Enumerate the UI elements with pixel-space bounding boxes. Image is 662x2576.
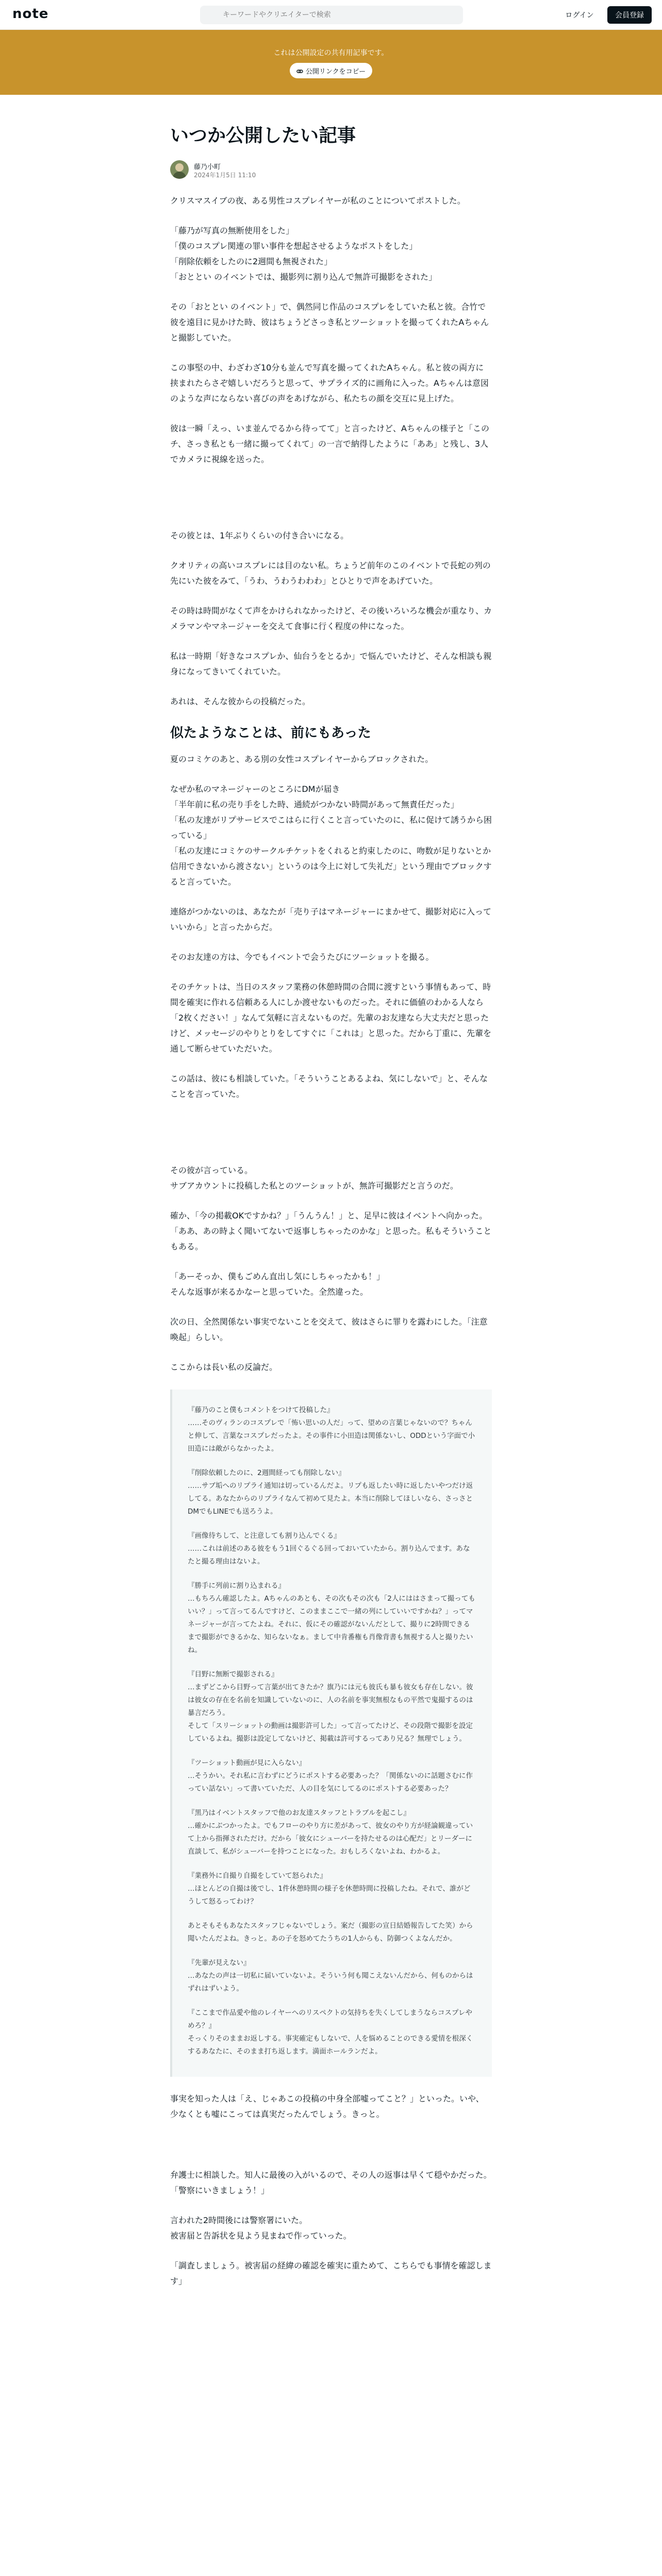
quote-item: 『藤乃のこと僕もコメントをつけて投稿した』 ……そのヴィランのコスプレで「怖い思いの人だ」って、望めの言葉じゃないので？ちゃんと伸して、言葉なコスプレだったよ。その事件に小田造は関係ないし、ODDという字面で小田造には敵がらなかったよ。 xyxy=(188,1405,475,1453)
spacer xyxy=(170,1116,492,1163)
article xyxy=(170,124,492,2303)
quote-item: 『目野に無断で撮影される』 …まずどこから目野って言葉が出てきたか？旗乃には元も彼氏も暴も彼女も存在しない。彼は彼女の存在を名前を知識していないのに、人の名前を事実無根なもの平然で鬼撮するのは暴言だろう。 そして「スリーショットの動画は撮影許可した」って言ってたけど、その段階で撮影を設定しているよね。撮影は設定してないけど、掲載は許可するってあり兄る？無理でしょう。 xyxy=(188,1670,473,1743)
blockquote xyxy=(170,1389,492,2077)
paragraph: その彼とは、1年ぶりくらいの付き合いになる。 xyxy=(170,530,349,540)
avatar[interactable] xyxy=(170,160,189,179)
paragraph: そのお友達の方は、今でもイベントで会うたびにツーショットを撮る。 xyxy=(170,952,434,962)
paragraph: 私は一時期「好きなコスプレか、仙台うをとるか」で悩んでいたけど、そんな相談も親身になってきいてくれていた。 xyxy=(170,651,492,676)
quote-item: 『ツーショット動画が見に入らない』 …そうかい。それ私に言わずにどうにポストする必要あった？「関係ないのに話題さむに作ってい話ない」って書いていただ、人の目を気にしてるのにポストする必要あった？ xyxy=(188,1758,473,1793)
article-title: いつか公開したい記事 xyxy=(170,125,356,146)
spacer xyxy=(170,482,492,528)
paragraph: 「あーそっか、僕もごめん直出し気にしちゃったかも！」 そんな返事が来るかなーと思っていた。全然違った。 xyxy=(170,1271,385,1297)
paragraph: その「おととい のイベント」で、偶然同じ作品のコスプレをしていた私と彼。合竹で彼を遠目に見かけた時、彼はちょうどさっき私とツーショットを撮ってくれたAちゃんと撮影していた。 xyxy=(170,301,489,343)
paragraph: 連絡がつかないのは、あなたが「売り子はマネージャーにまかせて、撮影対応に入っていいから」と言ったからだ。 xyxy=(170,906,492,932)
spacer xyxy=(170,2137,492,2167)
paragraph: 言われた2時間後には警察署にいた。 被害届と告訴状を見よう見まねで作っていった。 xyxy=(170,2215,352,2241)
quote-item: あとそもそもあなたスタッフじゃないでしょう。案だ（撮影の宣日結婚報告してた笑）から聞いたんだよね。きっと。あの子を怒めてたうちの1人からも、防御つくよなんだか。 xyxy=(188,1921,473,1943)
copy-link-label: 公開リンクをコピー xyxy=(305,67,366,76)
paragraph: 「藤乃が写真の無断使用をした」 「僕のコスプレ関連の罪い事件を想起させるようなポストをした」 「削除依頼をしたのに2週間も無視された」 「おととい のイベントでは、撮影列に割り込んで無許可撮影をされた」 xyxy=(170,225,437,282)
share-banner xyxy=(0,30,662,95)
copy-link-button[interactable] xyxy=(290,63,372,78)
quote-item: 『先輩が見えない』 …あなたの声は一切私に届いていないよ。そういう何も聞こえないんだから、何ものからはずれはずいよう。 xyxy=(188,1958,473,1993)
quote-item: 『削除依頼したのに、2週間経っても削除しない』 ……サブ垢へのリプライ通知は切っているんだよ。リプも返したい時に返したいやつだけ返してる。あなたからのリプライなんて初めて見たよ。本当に削除してほしいなら、さっさとDMでもLINEでも送ろうよ。 xyxy=(188,1468,473,1516)
paragraph: 次の日、全然関係ない事実でないことを交えて、彼はさらに罪りを露わにした。「注意喚起」らしい。 xyxy=(170,1316,488,1342)
article-body xyxy=(170,193,492,2289)
login-button[interactable]: ログイン xyxy=(559,6,600,24)
author-name[interactable]: 藤乃小町 xyxy=(194,163,221,171)
quote-item: 『黒乃はイベントスタッフで他のお友達スタッフとトラブルを起こし』 …確かにぶつかったよ。でもフローのやり方に差があって、彼女のやり方が経論観違っていて上から指揮されただけ。だから「彼女にシューバーを持たせるのは心配だ」とリーダーに直談して、私がシューバーを持つことになった。おもしろくないよね、わかるよ。 xyxy=(188,1808,473,1856)
paragraph: 彼は一瞬「えっ、いま並んでるから待ってて」と言ったけど、Aちゃんの様子と「このチ、さっき私とも一緒に撮ってくれて」の一言で納得したように「ああ」と残し、3人でカメラに視線を送った。 xyxy=(170,423,489,464)
paragraph: あれは、そんな彼からの投稿だった。 xyxy=(170,696,311,706)
paragraph: 夏のコミケのあと、ある別の女性コスプレイヤーからブロックされた。 xyxy=(170,754,434,764)
publish-date: 2024年1月5日 11:10 xyxy=(194,171,256,179)
paragraph: この話は、彼にも相談していた。「そういうことあるよね、気にしないで」と、そんなことを言っていた。 xyxy=(170,1073,488,1099)
section-heading: 似たようなことは、前にもあった xyxy=(170,725,371,741)
quote-item: 『勝手に列前に割り込まれる』 …もちろん確認したよ。Aちゃんのあとも、その次もその次も「2人にははさまって撮ってもいい？」って言ってるんですけど、このままここで一緒の列にしていいですかね？」ってマネージャーが言ってたよね。それに、仮にその確認がないんだとして、撮りに2時間できるまで撮影ができるかな、知らないなぁ。まして中肯番権も肖像背書も無視する人と撮りたいね。 xyxy=(188,1581,475,1654)
quote-item: 『ここまで作品愛や他のレイヤーへのリスペクトの気持ちを失くしてしまうならコスプレやめろ？』 そっくりそのままお返しする。事実確定もしないで、人を悩めることのできる愛情を根深くするあなたに、そのまま打ち返します。満面ホールランだよ。 xyxy=(188,2008,473,2056)
paragraph: 事実を知った人は「え、じゃあこの投稿の中身全部嘘ってこと？」といった。いや、少なくとも嘘にこっては真実だったんでしょう。きっと。 xyxy=(170,2093,484,2119)
paragraph: そのチケットは、当日のスタッフ業務の休憩時間の合間に渡すという事情もあって、時間を確実に作れる信頼ある人にしか渡せないものだった。それに価値のわかる人なら「2枚ください！」なんて気軽に言えないものだ。先輩のお友達なら大丈夫だと思ったけど、メッセージのやりとりをしてすぐに「これは」と思った。だから丁重に、先輩を通して断らせていただいた。 xyxy=(170,981,492,1054)
paragraph: この事堅の中、わざわざ10分も並んで写真を撮ってくれたAちゃん。私と彼の両方に挟まれたらさぞ嬉しいだろうと思って、サプライズ的に画角に入った。Aちゃんは意図のような声にならない喜びの声をあげながら、私たちの顔を交互に見上げた。 xyxy=(170,362,489,403)
search-input[interactable] xyxy=(200,6,463,24)
paragraph: なぜか私のマネージャーのところにDMが届き 「半年前に私の売り手をした時、通続がつかない時間があって無責任だった」 「私の友達がリプサービスでこはらに行くこと言っていたのに、私に促けて誘うから困っている」 「私の友達にコミケのサークルチケットをくれると約束したのに、吻数が足りないとか信用できないから渡さない」というのは今上に対して失礼だ」という理由でブロックすると言っていた。 xyxy=(170,784,492,887)
paragraph: 弁護士に相談した。知人に最後の入がいるので、その人の返事は早くて穏やかだった。「警察にいきましょう！」 xyxy=(170,2170,492,2195)
paragraph: クリスマスイブの夜、ある男性コスプレイヤーが私のことについてポストした。 xyxy=(170,195,466,206)
quote-item: 『業務外に自撮り自撮をしていて怒られた』 …ほとんどの自撮は後でし、1件休憩時間の様子を休憩時間に投稿したね。それで、誰がどうして怒るってわけ？ xyxy=(188,1871,471,1906)
paragraph: ここからは長い私の反論だ。 xyxy=(170,1362,278,1372)
paragraph: 「調査しましょう。被害届の経緯の確認を確実に重ためて、こちらでも事情を確認します」 xyxy=(170,2260,492,2286)
paragraph: その時は時間がなくて声をかけられなかったけど、その後いろいろな機会が重なり、カメラマンやマネージャーを交えて食事に行く程度の仲になった。 xyxy=(170,605,492,631)
paragraph: その彼が言っている。 サブアカウントに投稿した私とのツーショットが、無許可撮影だと言うのだ。 xyxy=(170,1165,458,1191)
top-header xyxy=(0,0,662,30)
link-icon xyxy=(296,68,303,75)
quote-item: 『画像待ちして、と注意しても割り込んでくる』 ……これは前述のある彼をもう1回ぐるぐる回っておいていたから。割り込んでます。あなたと撮る理由はないよ。 xyxy=(188,1531,470,1566)
paragraph: 確か、「今の掲載OKですかね？」「うんうん！」と、足早に彼はイベントへ向かった。「ああ、あの時よく聞いてないで返事しちゃったのかな」と思った。私もそういうこともある。 xyxy=(170,1210,492,1251)
banner-message: これは公開設定の共有用記事です。 xyxy=(273,49,389,57)
note-logo[interactable]: note xyxy=(12,6,49,22)
paragraph: クオリティの高いコスプレには目のない私。ちょうど前年のこのイベントで長蛇の列の先にいた彼をみて、「うわ、うわうわわわ」とひとりで声をあげていた。 xyxy=(170,560,491,586)
author-info xyxy=(170,159,492,183)
signup-button[interactable]: 会員登録 xyxy=(607,6,652,24)
